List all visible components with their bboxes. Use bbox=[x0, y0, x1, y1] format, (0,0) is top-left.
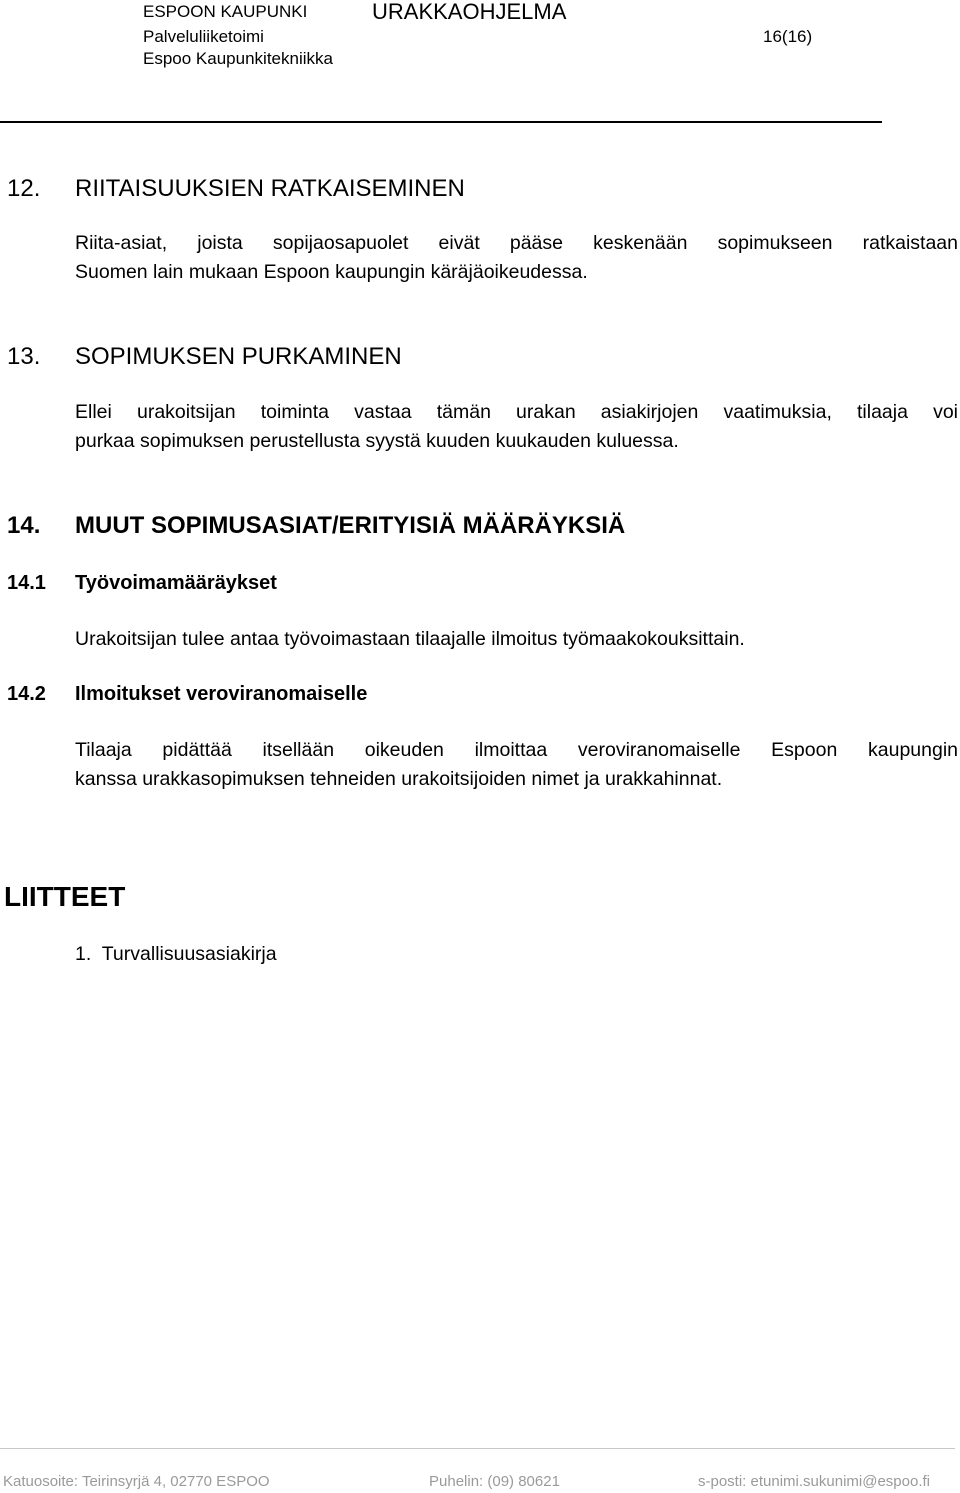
footer-email: s-posti: etunimi.sukunimi@espoo.fi bbox=[698, 1473, 930, 1490]
attachments-title: LIITTEET bbox=[4, 881, 126, 912]
section-number: 14. bbox=[7, 512, 41, 539]
body-line: Suomen lain mukaan Espoon kaupungin käräjäoikeudessa. bbox=[75, 261, 588, 283]
header-department: Palveluliiketoimi bbox=[143, 27, 264, 46]
attachment-item: 1. Turvallisuusasiakirja bbox=[75, 943, 277, 965]
body-line: purkaa sopimuksen perustellusta syystä kuuden kuukauden kuluessa. bbox=[75, 430, 679, 452]
subsection-title: Ilmoitukset veroviranomaiselle bbox=[75, 683, 368, 705]
body-line: Ellei urakoitsijan toiminta vastaa tämän urakan asiakirjojen vaatimuksia, tilaaja voi bbox=[75, 401, 958, 423]
footer-address: Katuosoite: Teirinsyrjä 4, 02770 ESPOO bbox=[3, 1473, 270, 1490]
subsection-number: 14.1 bbox=[7, 572, 46, 594]
subsection-title: Työvoimamääräykset bbox=[75, 572, 277, 594]
section-number: 12. bbox=[7, 175, 41, 202]
body-line: Riita-asiat, joista sopijaosapuolet eivät pääse keskenään sopimukseen ratkaistaan bbox=[75, 232, 958, 254]
header-page-number: 16(16) bbox=[763, 27, 813, 46]
header-doc-title: URAKKAOHJELMA bbox=[372, 0, 567, 24]
footer-phone: Puhelin: (09) 80621 bbox=[429, 1473, 560, 1490]
section-body bbox=[75, 398, 958, 456]
body-line: kanssa urakkasopimuksen tehneiden urakoitsijoiden nimet ja urakkahinnat. bbox=[75, 768, 723, 790]
section-body bbox=[75, 229, 958, 287]
footer-rule bbox=[0, 1448, 955, 1449]
section-title: RIITAISUUKSIEN RATKAISEMINEN bbox=[75, 175, 465, 202]
subsection-body: Urakoitsijan tulee antaa työvoimastaan tilaajalle ilmoitus työmaakokouksittain. bbox=[75, 628, 745, 650]
header-unit: Espoo Kaupunkitekniikka bbox=[143, 49, 333, 68]
section-number: 13. bbox=[7, 343, 41, 370]
subsection-body bbox=[75, 736, 958, 794]
subsection-number: 14.2 bbox=[7, 683, 46, 705]
section-title: SOPIMUKSEN PURKAMINEN bbox=[75, 343, 402, 370]
header-organization: ESPOON KAUPUNKI bbox=[143, 2, 308, 21]
section-title: MUUT SOPIMUSASIAT/ERITYISIÄ MÄÄRÄYKSIÄ bbox=[75, 512, 626, 539]
header-rule bbox=[0, 121, 882, 123]
body-line: Tilaaja pidättää itsellään oikeuden ilmoittaa veroviranomaiselle Espoon kaupungin bbox=[75, 739, 958, 761]
